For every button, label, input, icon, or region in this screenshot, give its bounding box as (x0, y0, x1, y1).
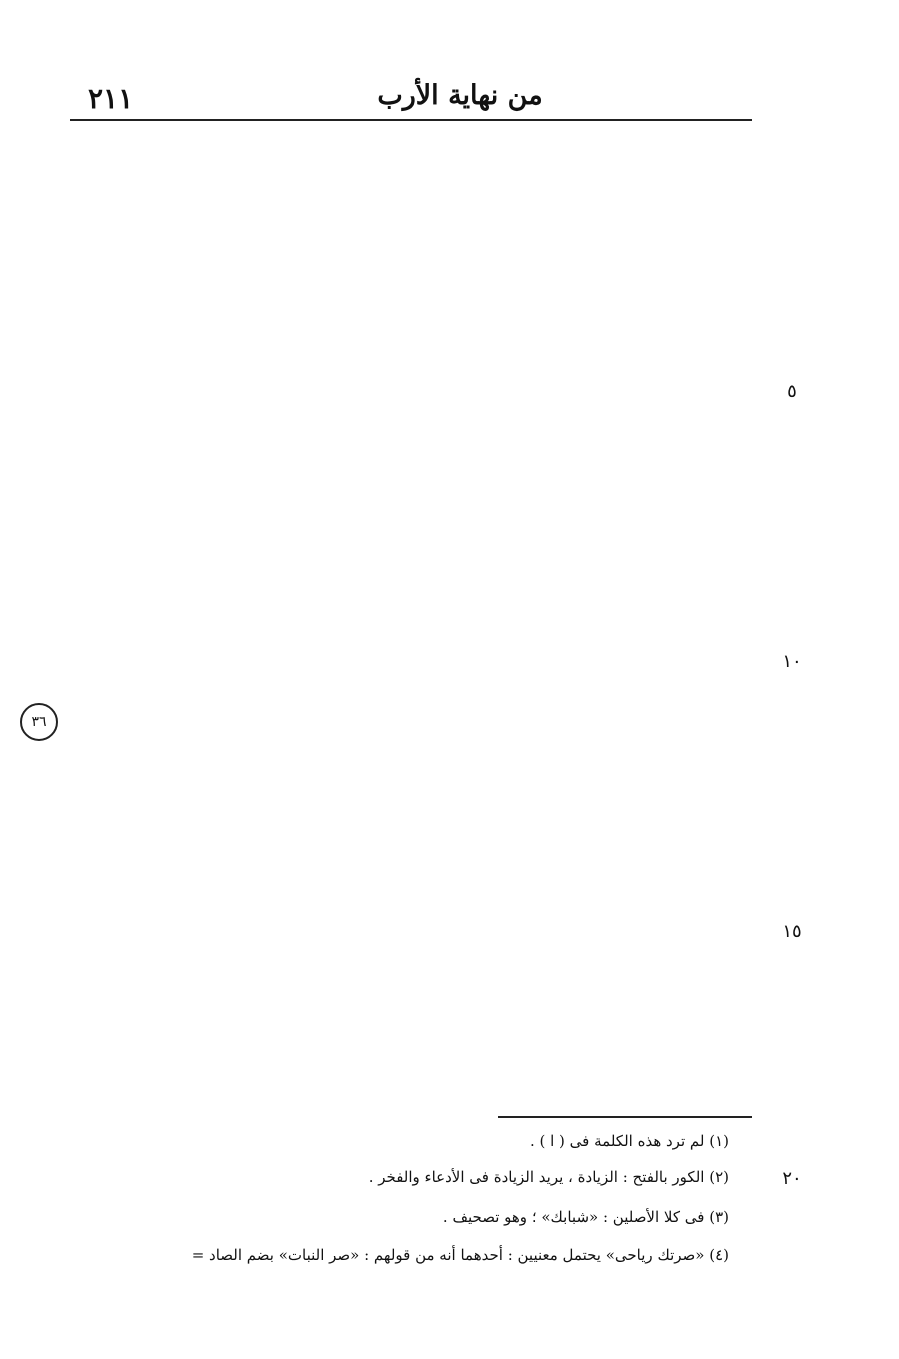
footnote: (٣) فى كلا الأصلين : «شبابك» ؛ وهو تصحيف . (442, 1208, 729, 1226)
line-number: ٢٠ (782, 1168, 802, 1189)
line-number: ١٠ (782, 651, 802, 672)
footnote: (٢) الكور بالفتح : الزيادة ، يريد الزيادة فى الأدعاء والفخر . (368, 1168, 729, 1186)
line-number: ٥ (787, 381, 797, 402)
line-number: ١٥ (782, 921, 802, 942)
page-number: ٢١١ (88, 82, 134, 115)
running-title: من نهاية الأرب (377, 80, 543, 111)
header-rule (70, 119, 752, 121)
footnote-rule (498, 1116, 752, 1118)
footnote: (٤) «صرتك رياحى» يحتمل معنيين : أحدهما أنه من قولهم : «صر النبات» بضم الصاد = (191, 1246, 729, 1264)
margin-mark: ٣٦ (20, 703, 58, 741)
page-header (70, 78, 750, 118)
footnote: (١) لم ترد هذه الكلمة فى ( ا ) . (529, 1132, 729, 1150)
